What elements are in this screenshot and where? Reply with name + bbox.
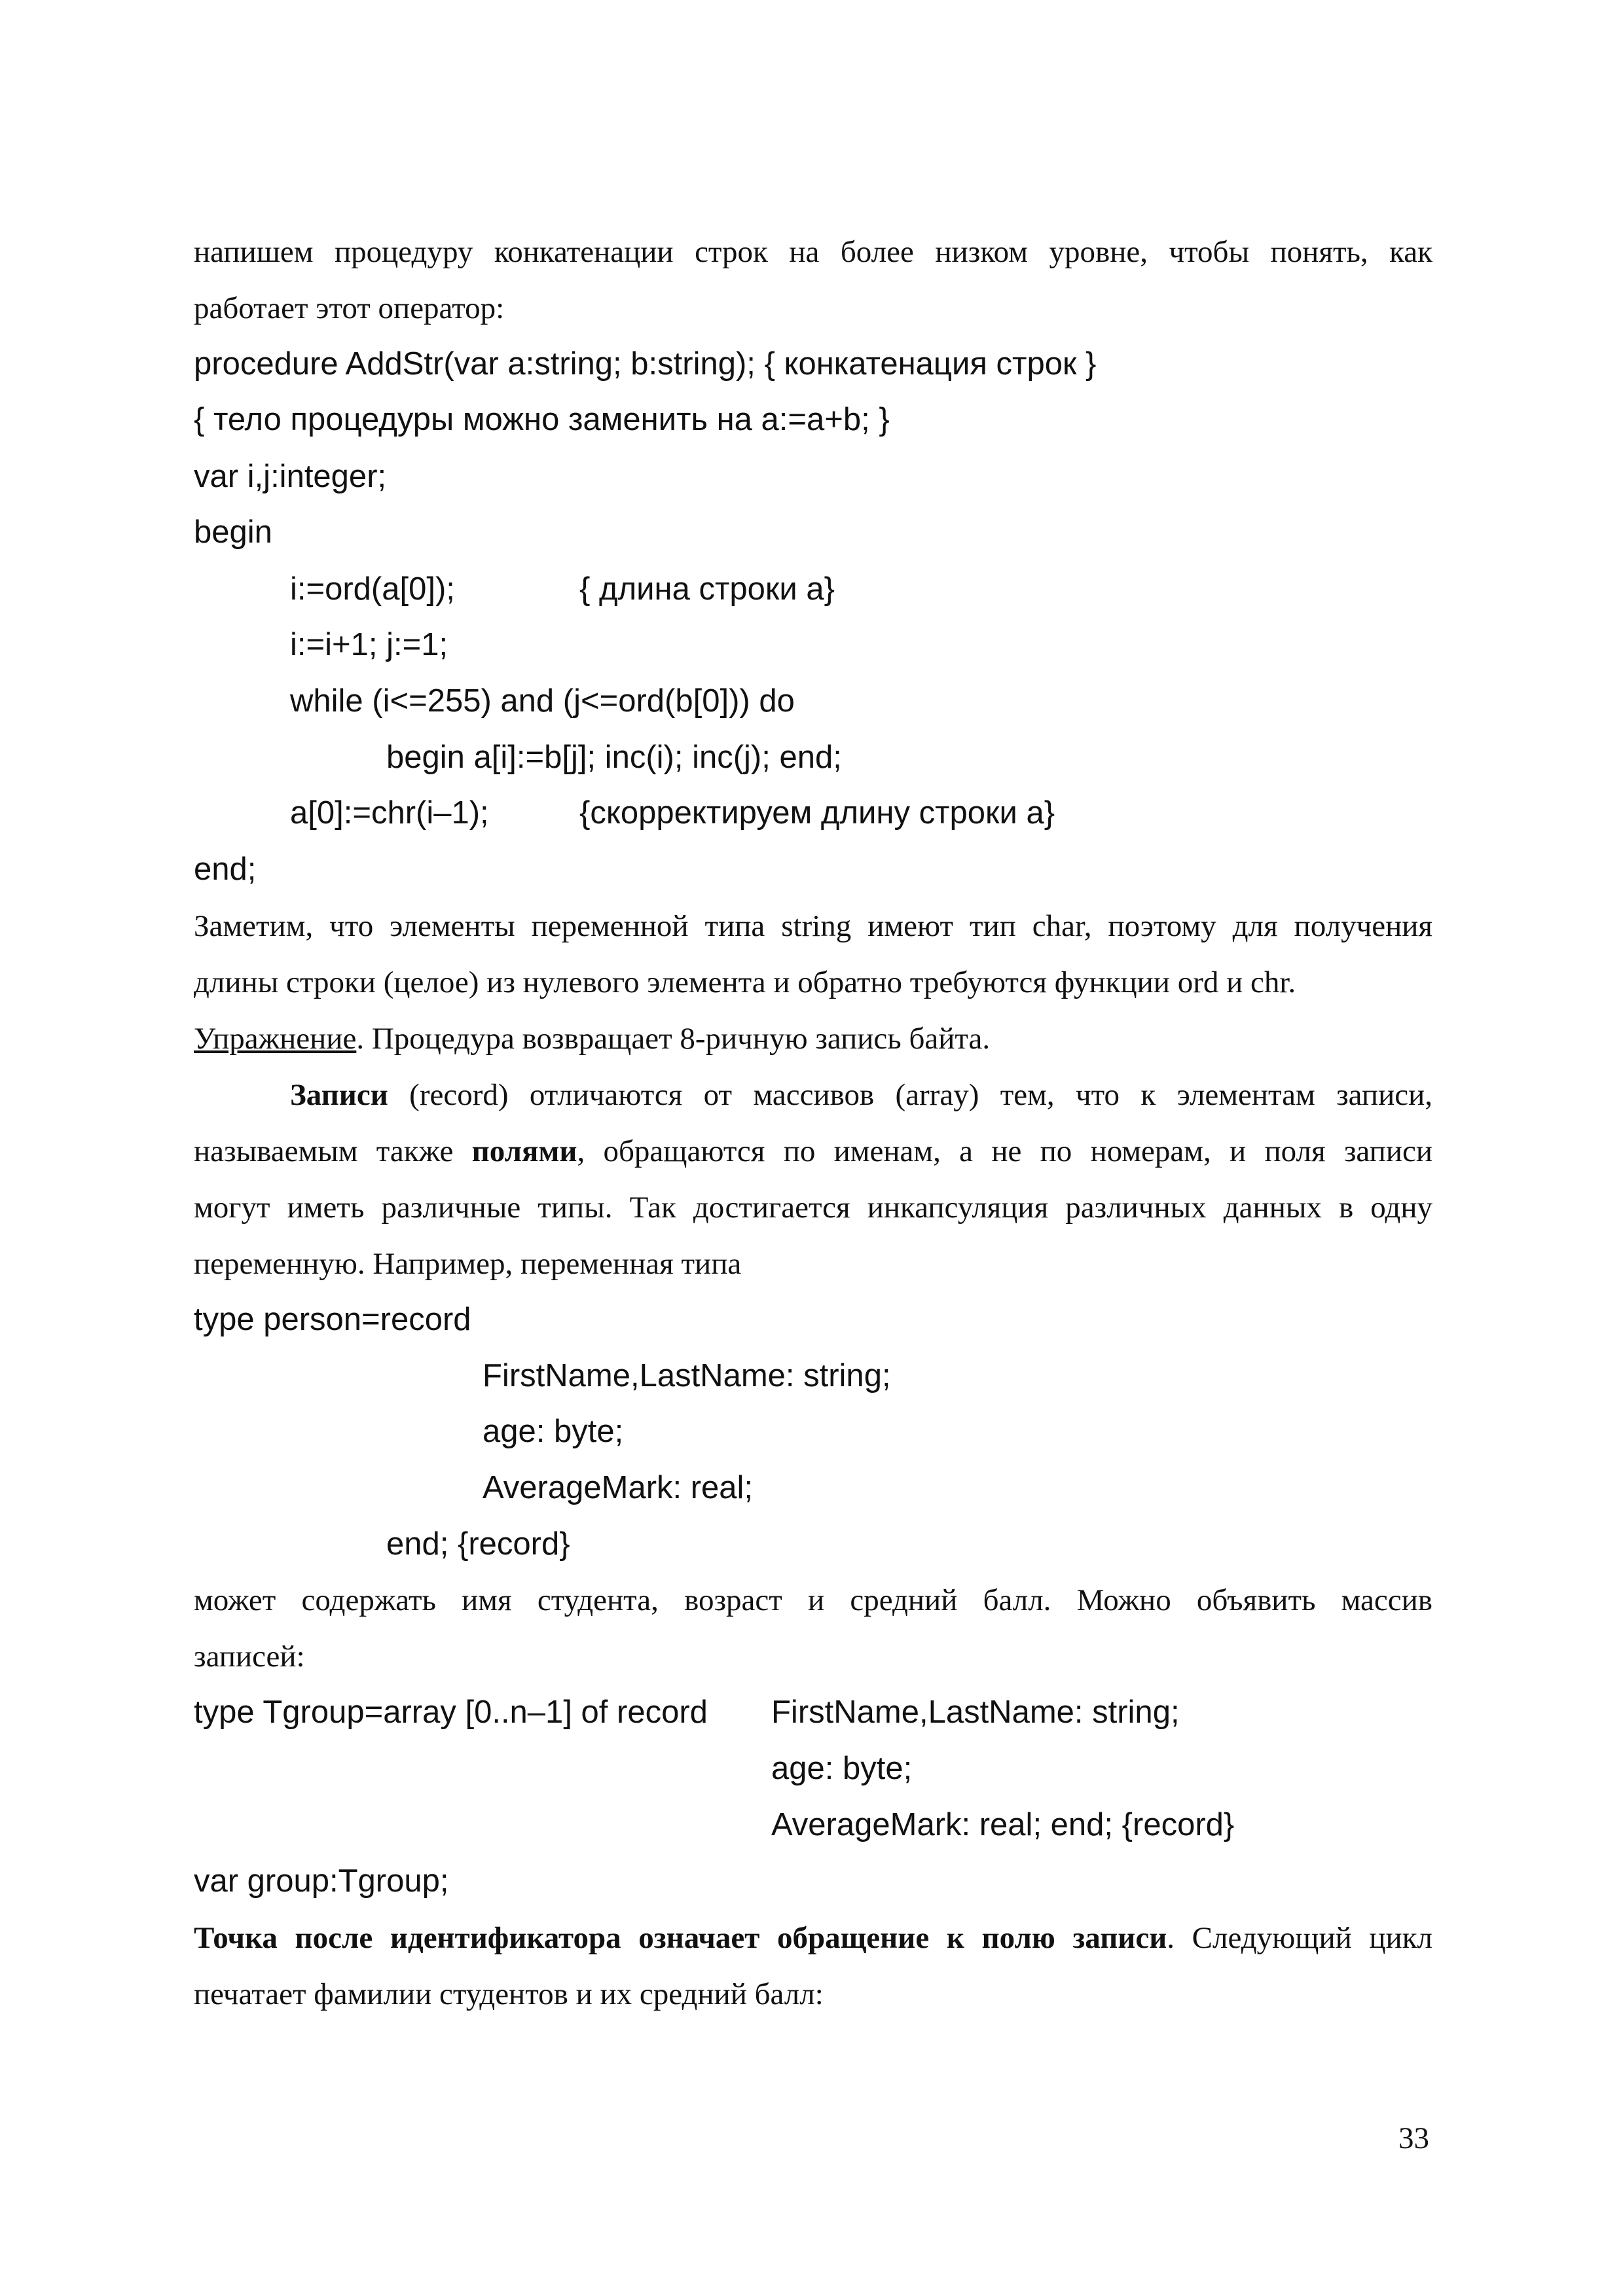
paragraph-line: работает этот оператор: [194, 291, 505, 325]
exercise-text: . Процедура возвращает 8-ричную запись байта. [356, 1022, 991, 1056]
paragraph-text: , обращаются по именам, а не по номерам, и поля записи [577, 1134, 1432, 1168]
exercise-label: Упражнение [194, 1022, 357, 1056]
code-line: FirstName,LastName: string; [771, 1695, 1180, 1730]
code-line: a[0]:=chr(i–1); [290, 795, 489, 831]
paragraph-text: . Следующий цикл [1167, 1921, 1432, 1955]
term-bold: Записи [290, 1078, 388, 1112]
code-line: var i,j:integer; [194, 459, 387, 494]
code-line: while (i<=255) and (j<=ord(b[0])) do [290, 683, 795, 719]
paragraph-line: напишем процедуру конкатенации строк на более низком уровне, чтобы понять, как [194, 235, 1432, 269]
paragraph-line [194, 1134, 1432, 1169]
code-line: end; {record} [386, 1526, 570, 1562]
paragraph-line: может содержать имя студента, возраст и средний балл. Можно объявить массив [194, 1583, 1432, 1617]
code-line: procedure AddStr(var a:string; b:string); { конкатенация строк } [194, 346, 1097, 382]
page-number: 33 [1398, 2121, 1429, 2155]
code-line: type person=record [194, 1302, 471, 1337]
code-line: type Tgroup=array [0..n–1] of record [194, 1695, 708, 1730]
code-line: AverageMark: real; [483, 1470, 754, 1505]
paragraph-line: переменную. Например, переменная типа [194, 1247, 742, 1281]
code-line: var group:Tgroup; [194, 1863, 449, 1899]
paragraph-text: (record) отличаются от массивов (array) тем, что к элементам записи, [388, 1078, 1432, 1112]
paragraph-text: называемым также [194, 1134, 472, 1168]
code-line: age: byte; [771, 1751, 913, 1786]
code-line: FirstName,LastName: string; [483, 1358, 891, 1393]
code-line: age: byte; [483, 1414, 624, 1449]
paragraph-line: Заметим, что элементы переменной типа string имеют тип char, поэтому для получения [194, 909, 1432, 943]
code-line: i:=i+1; j:=1; [290, 627, 448, 662]
term-bold: полями [471, 1134, 577, 1168]
bold-statement: Точка после идентификатора означает обращение к полю записи [194, 1921, 1167, 1955]
code-line: i:=ord(a[0]); [290, 571, 455, 607]
paragraph-line: печатает фамилии студентов и их средний балл: [194, 1977, 824, 2011]
code-comment: {скорректируем длину строки a} [579, 795, 1055, 831]
code-line: AverageMark: real; end; {record} [771, 1807, 1235, 1842]
code-comment: { длина строки a} [579, 571, 835, 607]
code-line: { тело процедуры можно заменить на a:=a+b; } [194, 402, 890, 437]
code-line: begin [194, 514, 272, 550]
paragraph-line [194, 1920, 1432, 1956]
paragraph-line [290, 1077, 1432, 1113]
code-line: begin a[i]:=b[j]; inc(i); inc(j); end; [386, 740, 842, 775]
paragraph-line: записей: [194, 1640, 305, 1674]
code-line: end; [194, 852, 257, 887]
exercise-line [194, 1021, 990, 1056]
paragraph-line: длины строки (целое) из нулевого элемента и обратно требуются функции ord и chr. [194, 965, 1296, 999]
paragraph-line: могут иметь различные типы. Так достигается инкапсуляция различных данных в одну [194, 1191, 1432, 1225]
